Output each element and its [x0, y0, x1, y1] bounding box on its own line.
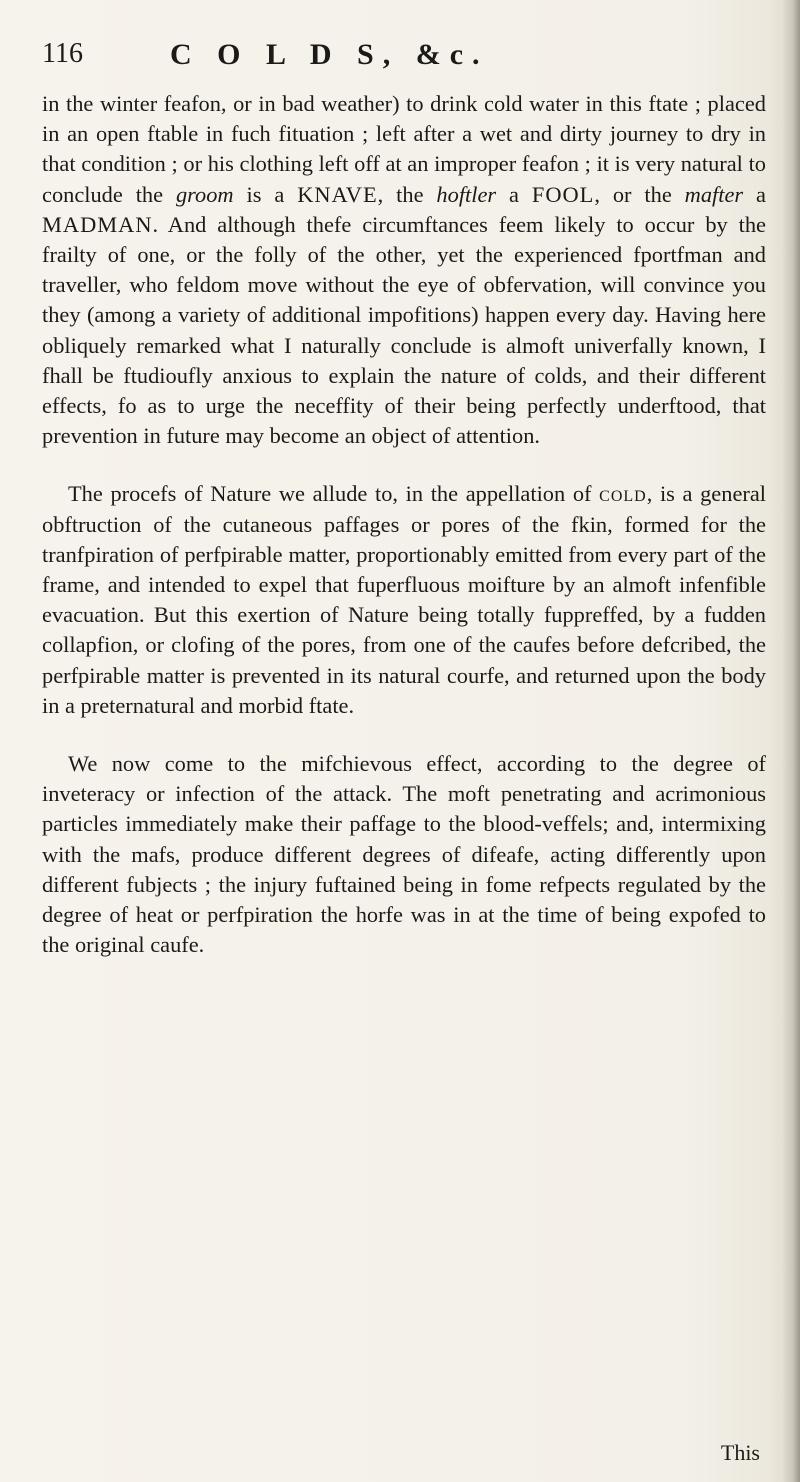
page-number: 116: [42, 38, 83, 69]
word-master: mafter: [684, 181, 744, 207]
word-groom: groom: [175, 181, 234, 207]
para1-text-6: a: [743, 181, 766, 207]
word-knave: KNAVE: [297, 181, 378, 207]
para2-text-1: The procefs of Nature we allude to, in the appellation of: [68, 481, 600, 507]
word-madman: MADMAN: [42, 211, 153, 237]
body-text: [42, 89, 766, 960]
word-fool: FOOL: [531, 181, 595, 207]
paragraph-1: [42, 89, 766, 451]
para1-text-2: is a: [233, 181, 298, 207]
para1-text-3: , the: [377, 181, 437, 207]
catchword: This: [720, 1440, 760, 1465]
para1-text-7: . And although thefe circumftances feem likely to occur by the frailty of one, or the folly of the other, yet the experienced fportfman and traveller, who feldom move without the eye of obfervation, will convince you they (among a variety of additional impofitions) happen every day. Having here obliquely remarked what I naturally conclude is almoft univerfally known, I fhall be ftudioufly anxious to explain the nature of colds, and their different effects, fo as to urge the neceffity of their being perfectly underftood, that prevention in future may become an object of attention.: [42, 211, 766, 449]
page-edge-shadow: [782, 0, 800, 1482]
para1-text-4: a: [496, 181, 532, 207]
paragraph-2: [42, 479, 766, 721]
para1-text-1: in the winter feafon, or in bad weather) to drink cold water in this ftate ; placed in an open ftable in fuch fituation ; left after a wet and dirty journey to dry in that condition ; or his clothing left off at an improper feafon ; it is very natural to conclude the: [42, 91, 766, 207]
word-hostler: hoftler: [436, 181, 497, 207]
paragraph-3: We now come to the mifchievous effect, according to the degree of inveteracy or infection of the attack. The moft penetrating and acrimonious particles immediately make their paffage to the blood-veffels; and, intermixing with the mafs, produce different degrees of difeafe, acting differently upon different fubjects ; the injury fuftained being in fome refpects regulated by the degree of heat or perfpiration the horfe was in at the time of being expofed to the original caufe.: [42, 751, 766, 958]
para2-text-2: , is a general obftruction of the cutaneous paffages or pores of the fkin, formed for the tranfpiration of perfpirable matter, proportionably emitted from every part of the frame, and intended to expel that fuperfluous moifture by an almoft infenfible evacuation. But this exertion of Nature being totally fuppreffed, by a fudden collapfion, or clofing of the pores, from one of the caufes before defcribed, the perfpirable matter is prevented in its natural courfe, and returned upon the body in a preternatural and morbid ftate.: [42, 481, 766, 718]
word-cold: cold: [599, 481, 647, 507]
running-head: C O L D S, &c.: [170, 38, 489, 71]
para1-text-5: , or the: [594, 181, 685, 207]
